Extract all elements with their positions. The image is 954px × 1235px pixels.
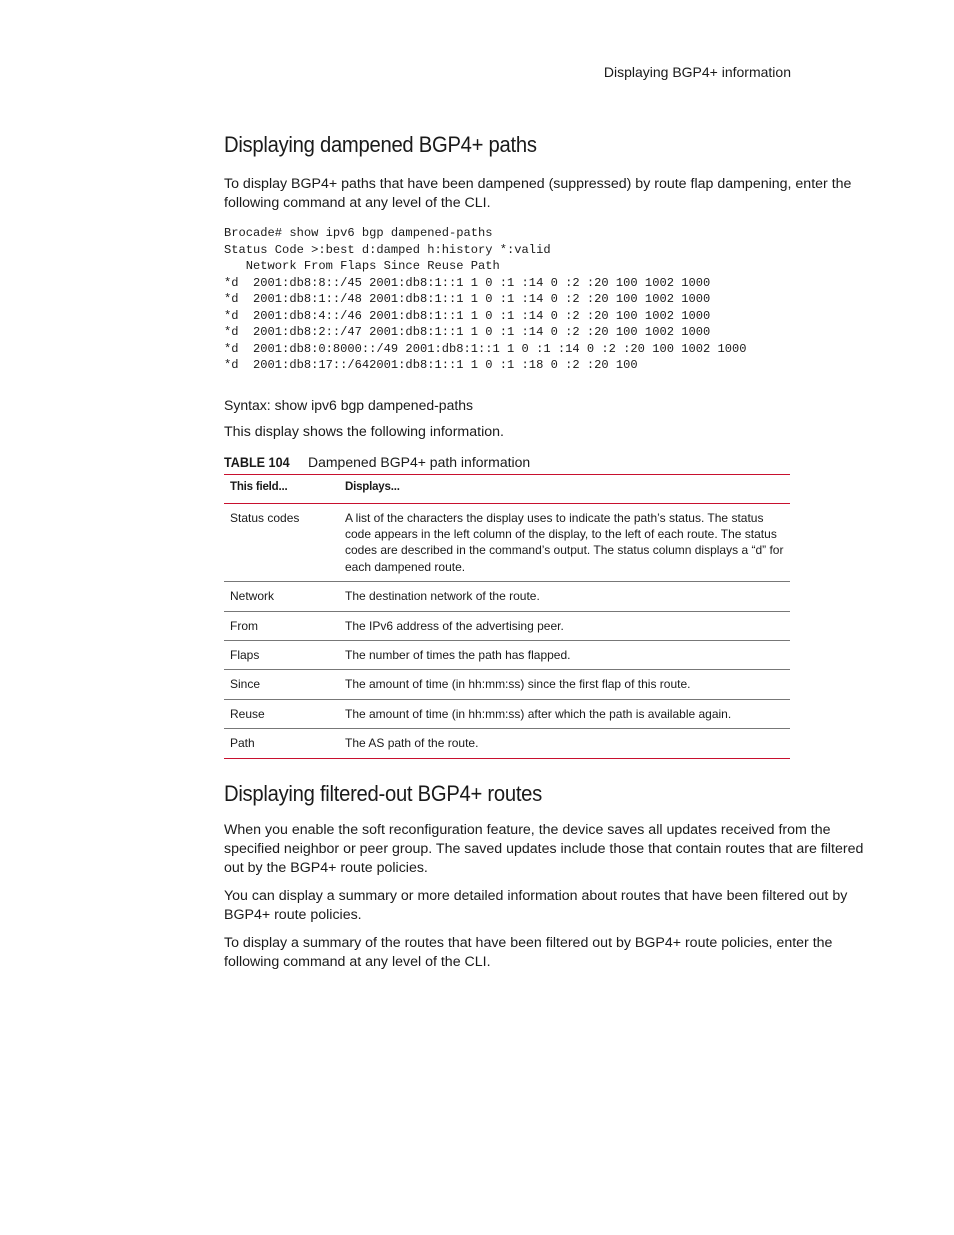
paragraph-display-summary: You can display a summary or more detailed information about routes that have been filtered out by BGP4+ route policies. [224,887,848,923]
field-cell: From [224,611,339,640]
description-cell: The amount of time (in hh:mm:ss) since the first flap of this route. [339,670,790,699]
table-header-row [224,474,790,503]
section-heading-filtered-routes: Displaying filtered-out BGP4+ routes [224,780,543,806]
table-row [224,670,790,699]
table-row [224,611,790,640]
paragraph-soft-reconfig: When you enable the soft reconfiguration feature, the device saves all updates received from the specified neighbor or peer group. The saved updates include those that contain routes that are filtered out by the BGP4+ route policies. [224,821,864,876]
description-cell: The destination network of the route. [339,582,790,611]
header-field: This field... [224,474,339,503]
field-cell: Flaps [224,640,339,669]
section-heading-dampened-paths: Displaying dampened BGP4+ paths [224,132,537,157]
table-row [224,503,790,582]
description-cell: A list of the characters the display uses to indicate the path’s status. The status code appears in the left column of the display, to the left of each route. The status codes are described in the command’s output. The status column displays a “d” for each dampened route. [339,503,790,582]
intro-paragraph: To display BGP4+ paths that have been dampened (suppressed) by route flap dampening, enter the following command at any level of the CLI. [224,176,852,211]
table-row [224,729,790,758]
display-note: This display shows the following information. [224,423,504,440]
description-cell: The AS path of the route. [339,729,790,758]
table-row [224,699,790,728]
field-cell: Network [224,582,339,611]
description-cell: The amount of time (in hh:mm:ss) after which the path is available again. [339,699,790,728]
table-title: Dampened BGP4+ path information [308,453,531,470]
field-cell: Status codes [224,503,339,582]
field-cell: Path [224,729,339,758]
description-cell: The IPv6 address of the advertising peer. [339,611,790,640]
table-caption [224,454,864,470]
paragraph-command-intro: To display a summary of the routes that have been filtered out by BGP4+ route policies, enter the following command at any level of the CLI. [224,934,833,970]
dampened-paths-table [224,474,790,759]
description-cell: The number of times the path has flapped. [339,640,790,669]
table-row [224,640,790,669]
running-header: Displaying BGP4+ information [603,64,791,80]
field-cell: Reuse [224,699,339,728]
table-number: TABLE 104 [224,453,290,470]
header-displays: Displays... [339,474,790,503]
cli-example-code: Brocade# show ipv6 bgp dampened-paths Status Code >:best d:damped h:history *:valid Network From Flaps Since Reuse Path *d 2001:db8:8::/45 2001:db8:1::1 1 0 :1 :14 0 :2 :20 100 1002 1000 *d 2001:db8:1::/48 2001:db8:1::1 1 0 :1 :14 0 :2 :20 100 1002 1000 *d 2001:db8:4::/46 2001:db8:1::1 1 0 :1 :14 0 :2 :20 100 1002 1000 *d 2001:db8:2::/47 2001:db8:1::1 1 0 :1 :14 0 :2 :20 100 1002 1000 *d 2001:db8:0:8000::/49 2001:db8:1::1 1 0 :1 :14 0 :2 :20 100 1002 1000 *d 2001:db8:17::/642001:db8:1::1 1 0 :1 :18 0 :2 :20 100 [224,226,747,372]
table-row [224,582,790,611]
syntax-line: Syntax: show ipv6 bgp dampened-paths [224,396,474,413]
field-cell: Since [224,670,339,699]
page-content [224,132,864,972]
